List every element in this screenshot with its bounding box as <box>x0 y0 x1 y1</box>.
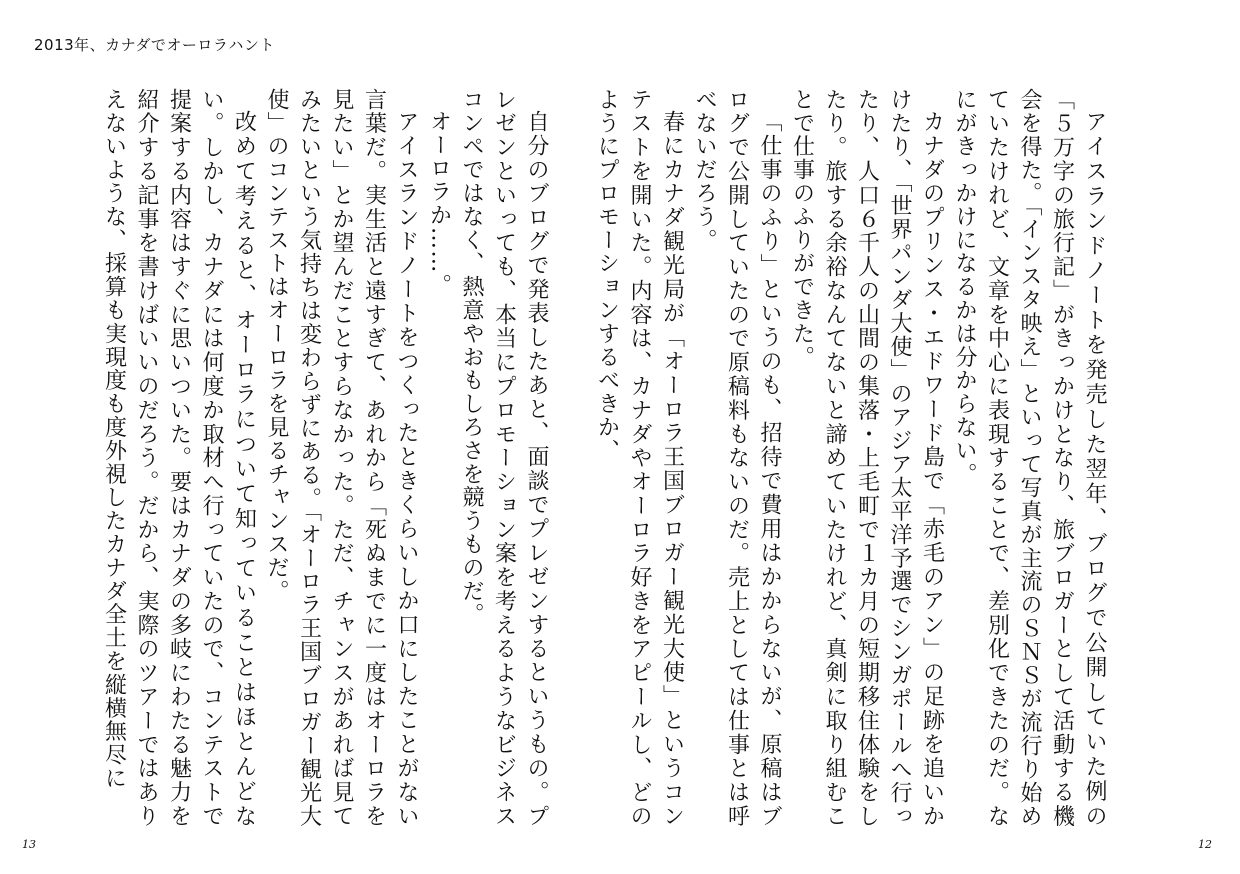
running-title: 2013年、カナダでオーロラハント <box>34 36 275 54</box>
paragraph: 「仕事のふり」というのも、招待で費用はかからないが、原稿はブログで公開していたので原稿料もないのだ。売上としては仕事とは呼べないだろう。 <box>692 88 782 828</box>
left-page-body <box>82 88 552 828</box>
page-number-right: 12 <box>1198 838 1212 851</box>
paragraph: アイスランドノートをつくったときくらいしか口にしたことがない言葉だ。実生活と遠すぎて、あれから「死ぬまでに一度はオーロラを見たい」とか望んだことすらなかった。ただ、チャンスがあれば見てみたいという気持ちは変わらずにある。「オーロラ王国ブロガー観光大使」のコンテストはオーロラを見るチャンスだ。 <box>264 88 419 828</box>
paragraph: オーロラか……。 <box>426 110 452 298</box>
paragraph: アイスランドノートを発売した翌年、ブログで公開していた例の「５万字の旅行記」がきっかけとなり、旅ブロガーとして活動する機会を得た。「インスタ映え」といって写真が主流のＳＮＳが流行り始めていたけれど、文章を中心に表現することで、差別化できたのだ。なにがきっかけになるかは分からない。 <box>952 88 1107 828</box>
paragraph: 春にカナダ観光局が「オーロラ王国ブロガー観光大使」というコンテストを開いた。内容は、カナダやオーロラ好きをアピールし、どのようにプロモーションするべきか、 <box>594 88 685 828</box>
right-page-body <box>594 88 1110 828</box>
paragraph: カナダのプリンス・エドワード島で「赤毛のアン」の足跡を追いかけたり、「世界パンダ大使」のアジア太平洋予選でシンガポールへ行ったり、人口６千人の山間の集落・上毛町で１カ月の短期移住体験をしたり。旅する余裕なんてないと諦めていたけれど、真剣に取り組むことで仕事のふりができた。 <box>789 88 945 828</box>
paragraph: 改めて考えると、オーロラについて知っていることはほとんどない。しかし、カナダには何度か取材へ行っていたので、コンテストで提案する内容はすぐに思いついた。要はカナダの多岐にわたる魅力を紹介する記事を書けばいいのだろう。だから、実際のツアーではありえないような、採算も実現度も度外視したカナダ全土を縦横無尽に <box>101 88 257 828</box>
page-number-left: 13 <box>22 838 36 851</box>
paragraph: 自分のブログで発表したあと、面談でプレゼンするというもの。プレゼンといっても、本当にプロモーション案を考えるようなビジネスコンペではなく、熱意やおもしろさを競うものだ。 <box>459 88 549 828</box>
